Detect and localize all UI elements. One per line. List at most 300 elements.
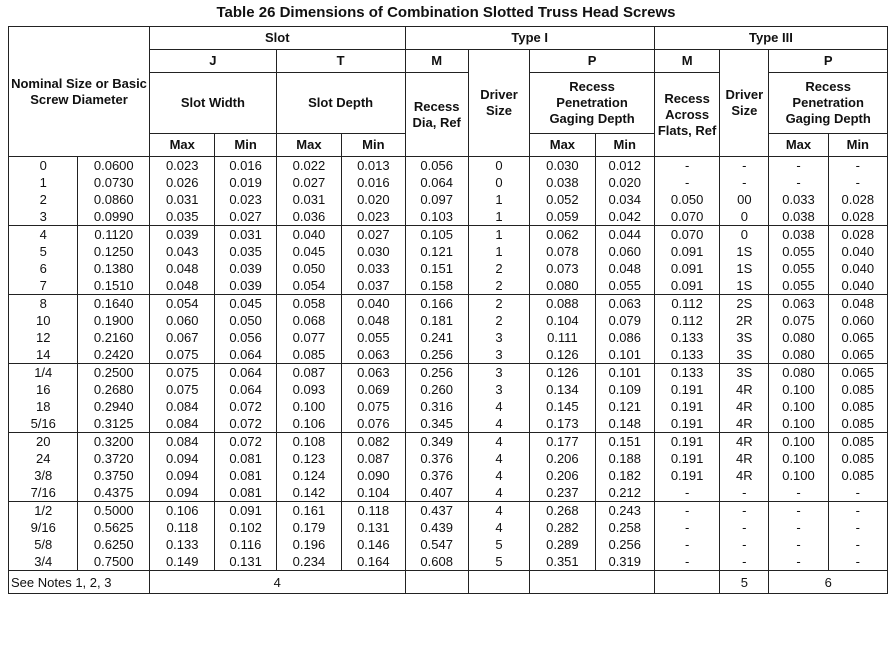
cell-value: 0.101 bbox=[608, 347, 642, 362]
header-p3-min: Min bbox=[828, 134, 887, 157]
cell-value: 0.055 bbox=[357, 330, 390, 345]
cell-value: 0.100 bbox=[782, 399, 815, 414]
table-cell-p3-max bbox=[769, 226, 828, 295]
cell-value: 0.316 bbox=[420, 399, 453, 414]
cell-value: 1 bbox=[495, 227, 503, 242]
cell-value: 0.608 bbox=[420, 554, 453, 569]
header-driver-size-type3: Driver Size bbox=[720, 50, 769, 157]
cell-value: 0.6250 bbox=[93, 537, 134, 552]
cell-value: 0.062 bbox=[546, 227, 579, 242]
cell-value: 0.064 bbox=[420, 175, 453, 190]
cell-value: 0.075 bbox=[165, 347, 199, 362]
cell-value: 0 bbox=[39, 158, 47, 173]
cell-value: 0.075 bbox=[782, 313, 815, 328]
cell-value: 0.237 bbox=[546, 485, 579, 500]
cell-value: 0.019 bbox=[229, 175, 262, 190]
cell-value: 0.016 bbox=[229, 158, 262, 173]
cell-value: - bbox=[742, 554, 747, 569]
cell-value: 0.040 bbox=[841, 278, 875, 293]
cell-value: 0.164 bbox=[357, 554, 390, 569]
table-cell-j-max bbox=[150, 226, 215, 295]
cell-value: 0.048 bbox=[841, 296, 875, 311]
cell-value: 0.133 bbox=[165, 537, 199, 552]
cell-value: 0.376 bbox=[420, 468, 453, 483]
cell-value: 0.060 bbox=[165, 313, 199, 328]
cell-value: - bbox=[742, 158, 747, 173]
cell-value: 0.045 bbox=[229, 296, 262, 311]
cell-value: - bbox=[684, 485, 690, 500]
table-cell-size bbox=[9, 364, 78, 433]
cell-value: 0.437 bbox=[420, 503, 453, 518]
cell-value: 0.0600 bbox=[93, 158, 134, 173]
cell-value: 0.7500 bbox=[93, 554, 134, 569]
header-p1-min: Min bbox=[595, 134, 654, 157]
cell-value: 0.191 bbox=[670, 399, 704, 414]
cell-value: 0.030 bbox=[357, 244, 390, 259]
cell-value: 0.256 bbox=[608, 537, 642, 552]
cell-value: 0.145 bbox=[546, 399, 579, 414]
cell-value: 0.040 bbox=[841, 244, 875, 259]
cell-value: 0.121 bbox=[608, 399, 642, 414]
table-cell-j-max bbox=[150, 364, 215, 433]
cell-value: 0.2160 bbox=[93, 330, 134, 345]
table-cell-m3 bbox=[654, 433, 719, 502]
cell-value: 0.094 bbox=[165, 451, 199, 466]
table-cell-drv3 bbox=[720, 157, 769, 226]
table-cell-p1-max bbox=[530, 502, 595, 571]
cell-value: 0.075 bbox=[165, 382, 199, 397]
cell-value: 0.027 bbox=[229, 209, 262, 224]
table-cell-p1-min bbox=[595, 157, 654, 226]
table-cell-drv3 bbox=[720, 226, 769, 295]
cell-value: 5/16 bbox=[30, 416, 56, 431]
cell-value: 0.037 bbox=[357, 278, 390, 293]
cell-value: 0.133 bbox=[670, 330, 704, 345]
cell-value: 0.050 bbox=[292, 261, 326, 276]
cell-value: 2S bbox=[736, 296, 753, 311]
header-t-min: Min bbox=[342, 134, 405, 157]
p1-note bbox=[530, 571, 655, 594]
cell-value: 0.191 bbox=[670, 382, 704, 397]
header-slot-width: Slot Width bbox=[150, 73, 277, 134]
table-cell-m1 bbox=[405, 226, 468, 295]
cell-value: 24 bbox=[36, 451, 51, 466]
header-t: T bbox=[276, 50, 405, 73]
cell-value: 0.035 bbox=[165, 209, 199, 224]
cell-value: 0.043 bbox=[165, 244, 199, 259]
cell-value: 1S bbox=[736, 244, 753, 259]
cell-value: 4 bbox=[495, 520, 503, 535]
cell-value: 0.059 bbox=[546, 209, 579, 224]
cell-value: 0.085 bbox=[292, 347, 326, 362]
table-cell-drv1 bbox=[468, 433, 529, 502]
cell-value: 0.097 bbox=[420, 192, 453, 207]
table-cell-p3-min bbox=[828, 157, 887, 226]
cell-value: 0.045 bbox=[292, 244, 326, 259]
table-cell-drv3 bbox=[720, 295, 769, 364]
cell-value: 0.063 bbox=[357, 365, 390, 380]
cell-value: - bbox=[742, 520, 747, 535]
cell-value: 2R bbox=[736, 313, 753, 328]
table-cell-dia bbox=[78, 502, 150, 571]
cell-value: 0.149 bbox=[165, 554, 199, 569]
cell-value: 0.055 bbox=[782, 261, 815, 276]
cell-value: 0.048 bbox=[165, 261, 199, 276]
cell-value: 0.040 bbox=[292, 227, 326, 242]
cell-value: 0.064 bbox=[229, 382, 262, 397]
cell-value: 0.064 bbox=[229, 347, 262, 362]
cell-value: 4 bbox=[495, 434, 503, 449]
cell-value: 0.349 bbox=[420, 434, 453, 449]
cell-value: 0.188 bbox=[608, 451, 642, 466]
cell-value: 4 bbox=[39, 227, 47, 242]
cell-value: 0.123 bbox=[292, 451, 326, 466]
cell-value: 0.016 bbox=[357, 175, 390, 190]
cell-value: 0.050 bbox=[670, 192, 704, 207]
table-cell-j-max bbox=[150, 433, 215, 502]
table-cell-j-min bbox=[215, 364, 276, 433]
cell-value: 0.100 bbox=[782, 382, 815, 397]
cell-value: 3 bbox=[495, 382, 503, 397]
cell-value: 0.0730 bbox=[93, 175, 134, 190]
cell-value: 0.091 bbox=[229, 503, 262, 518]
cell-value: 3S bbox=[736, 330, 753, 345]
cell-value: 0.106 bbox=[292, 416, 326, 431]
cell-value: 0.142 bbox=[292, 485, 326, 500]
cell-value: 0.439 bbox=[420, 520, 453, 535]
table-cell-p1-min bbox=[595, 226, 654, 295]
cell-value: 0.064 bbox=[229, 365, 262, 380]
cell-value: 5 bbox=[39, 244, 47, 259]
cell-value: 0.050 bbox=[229, 313, 262, 328]
cell-value: 0.3720 bbox=[93, 451, 134, 466]
cell-value: 0 bbox=[740, 227, 748, 242]
cell-value: 0.126 bbox=[546, 365, 579, 380]
cell-value: - bbox=[684, 537, 690, 552]
cell-value: 0.094 bbox=[165, 485, 199, 500]
cell-value: 1 bbox=[495, 209, 503, 224]
table-cell-size bbox=[9, 226, 78, 295]
cell-value: 0.013 bbox=[357, 158, 390, 173]
cell-value: 0.191 bbox=[670, 416, 704, 431]
cell-value: 0.040 bbox=[357, 296, 390, 311]
cell-value: 0.063 bbox=[608, 296, 642, 311]
notes-row bbox=[9, 571, 888, 594]
cell-value: 4R bbox=[736, 434, 753, 449]
cell-value: - bbox=[855, 503, 860, 518]
cell-value: 0.034 bbox=[608, 192, 642, 207]
cell-value: 0.351 bbox=[546, 554, 579, 569]
cell-value: 0.256 bbox=[420, 365, 453, 380]
cell-value: 5 bbox=[495, 537, 503, 552]
cell-value: 0.234 bbox=[292, 554, 326, 569]
cell-value: 0.065 bbox=[841, 347, 875, 362]
cell-value: - bbox=[684, 503, 690, 518]
cell-value: 0.0990 bbox=[93, 209, 134, 224]
cell-value: 0.028 bbox=[841, 227, 875, 242]
cell-value: 3 bbox=[495, 365, 503, 380]
table-cell-p1-min bbox=[595, 502, 654, 571]
cell-value: 0.027 bbox=[292, 175, 326, 190]
table-cell-p3-min bbox=[828, 364, 887, 433]
cell-value: 0.2420 bbox=[93, 347, 134, 362]
cell-value: 0.039 bbox=[229, 261, 262, 276]
header-p3-max: Max bbox=[769, 134, 828, 157]
cell-value: 0.012 bbox=[608, 158, 642, 173]
cell-value: 0.048 bbox=[357, 313, 390, 328]
cell-value: 0.100 bbox=[782, 434, 815, 449]
cell-value: 4 bbox=[495, 485, 503, 500]
m3-note bbox=[654, 571, 719, 594]
cell-value: 0.196 bbox=[292, 537, 326, 552]
cell-value: 4 bbox=[495, 451, 503, 466]
cell-value: 0.035 bbox=[229, 244, 262, 259]
cell-value: 1/2 bbox=[34, 503, 53, 518]
cell-value: 0.1250 bbox=[93, 244, 134, 259]
cell-value: 14 bbox=[36, 347, 51, 362]
cell-value: 0.055 bbox=[782, 244, 815, 259]
table-cell-p3-min bbox=[828, 502, 887, 571]
cell-value: 0.101 bbox=[608, 365, 642, 380]
cell-value: 0.063 bbox=[782, 296, 815, 311]
cell-value: 0.052 bbox=[546, 192, 579, 207]
cell-value: 1 bbox=[39, 175, 47, 190]
cell-value: 2 bbox=[495, 313, 503, 328]
header-type3: Type III bbox=[654, 27, 887, 50]
cell-value: 0.031 bbox=[165, 192, 199, 207]
table-body bbox=[9, 157, 888, 571]
cell-value: 0.081 bbox=[229, 468, 262, 483]
cell-value: 0.206 bbox=[546, 451, 579, 466]
table-cell-p1-max bbox=[530, 433, 595, 502]
slot-note: 4 bbox=[150, 571, 405, 594]
cell-value: 7 bbox=[39, 278, 47, 293]
cell-value: 3S bbox=[736, 365, 753, 380]
cell-value: 0.027 bbox=[357, 227, 390, 242]
cell-value: 0.268 bbox=[546, 503, 579, 518]
cell-value: 3/4 bbox=[34, 554, 53, 569]
header-j-max: Max bbox=[150, 134, 215, 157]
table-cell-p3-max bbox=[769, 157, 828, 226]
table-cell-m1 bbox=[405, 364, 468, 433]
cell-value: 0.212 bbox=[608, 485, 642, 500]
table-cell-m3 bbox=[654, 502, 719, 571]
cell-value: 0.020 bbox=[357, 192, 390, 207]
cell-value: 9/16 bbox=[30, 520, 56, 535]
cell-value: 3S bbox=[736, 347, 753, 362]
cell-value: 4 bbox=[495, 468, 503, 483]
table-cell-drv3 bbox=[720, 502, 769, 571]
cell-value: 0.023 bbox=[229, 192, 262, 207]
cell-value: 0.055 bbox=[608, 278, 642, 293]
cell-value: 0.091 bbox=[670, 261, 704, 276]
header-driver-size-type1: Driver Size bbox=[468, 50, 529, 157]
cell-value: 2 bbox=[39, 192, 47, 207]
p3-note: 6 bbox=[769, 571, 888, 594]
cell-value: - bbox=[796, 554, 801, 569]
cell-value: 0.243 bbox=[608, 503, 642, 518]
cell-value: 0.038 bbox=[546, 175, 579, 190]
header-m-type3: M bbox=[654, 50, 719, 73]
header-nominal: Nominal Size or Basic Screw Diameter bbox=[9, 27, 150, 157]
table-cell-t-max bbox=[276, 364, 341, 433]
table-cell-drv1 bbox=[468, 226, 529, 295]
cell-value: 0.133 bbox=[670, 365, 704, 380]
table-cell-drv1 bbox=[468, 502, 529, 571]
dimensions-table bbox=[8, 26, 888, 594]
cell-value: 0.065 bbox=[841, 330, 875, 345]
cell-value: 0.116 bbox=[229, 537, 262, 552]
header-slot-depth: Slot Depth bbox=[276, 73, 405, 134]
cell-value: 0.2500 bbox=[93, 365, 134, 380]
cell-value: 0.079 bbox=[608, 313, 642, 328]
header-p-type1: P bbox=[530, 50, 655, 73]
header-p-type3: P bbox=[769, 50, 888, 73]
cell-value: 0.081 bbox=[229, 485, 262, 500]
cell-value: - bbox=[796, 520, 801, 535]
cell-value: 0.080 bbox=[546, 278, 579, 293]
table-cell-t-min bbox=[342, 364, 405, 433]
cell-value: - bbox=[855, 554, 860, 569]
table-cell-t-min bbox=[342, 295, 405, 364]
cell-value: 4R bbox=[736, 451, 753, 466]
cell-value: 0.112 bbox=[671, 296, 703, 311]
cell-value: 0.023 bbox=[165, 158, 199, 173]
cell-value: 5/8 bbox=[34, 537, 53, 552]
table-cell-m3 bbox=[654, 226, 719, 295]
cell-value: 0.056 bbox=[229, 330, 262, 345]
cell-value: 0.039 bbox=[229, 278, 262, 293]
table-cell-p1-max bbox=[530, 226, 595, 295]
drv3-note: 5 bbox=[720, 571, 769, 594]
cell-value: 0.131 bbox=[229, 554, 262, 569]
cell-value: 0.033 bbox=[782, 192, 815, 207]
cell-value: 0.085 bbox=[841, 434, 875, 449]
cell-value: 0 bbox=[740, 209, 748, 224]
table-cell-t-max bbox=[276, 502, 341, 571]
cell-value: 00 bbox=[737, 192, 752, 207]
cell-value: 0.112 bbox=[671, 313, 703, 328]
cell-value: 0.030 bbox=[546, 158, 579, 173]
cell-value: 4R bbox=[736, 416, 753, 431]
cell-value: 0.161 bbox=[292, 503, 326, 518]
cell-value: 0.191 bbox=[670, 468, 704, 483]
table-row bbox=[9, 295, 888, 364]
cell-value: 0.072 bbox=[229, 416, 262, 431]
cell-value: 18 bbox=[36, 399, 51, 414]
cell-value: - bbox=[796, 485, 801, 500]
cell-value: - bbox=[855, 520, 860, 535]
cell-value: 0.028 bbox=[841, 192, 875, 207]
cell-value: 0.060 bbox=[608, 244, 642, 259]
cell-value: 1S bbox=[736, 278, 753, 293]
table-cell-j-max bbox=[150, 502, 215, 571]
table-cell-j-min bbox=[215, 157, 276, 226]
cell-value: 1 bbox=[495, 244, 503, 259]
cell-value: 0.1510 bbox=[93, 278, 134, 293]
header-j-min: Min bbox=[215, 134, 276, 157]
table-cell-drv3 bbox=[720, 433, 769, 502]
table-cell-p1-max bbox=[530, 295, 595, 364]
cell-value: 0.173 bbox=[546, 416, 579, 431]
cell-value: 0.067 bbox=[165, 330, 199, 345]
cell-value: 8 bbox=[39, 296, 47, 311]
cell-value: 0.078 bbox=[546, 244, 579, 259]
cell-value: 0.102 bbox=[229, 520, 262, 535]
cell-value: 0.060 bbox=[841, 313, 875, 328]
cell-value: 0.103 bbox=[420, 209, 453, 224]
cell-value: 0.100 bbox=[782, 451, 815, 466]
cell-value: 0.289 bbox=[546, 537, 579, 552]
cell-value: - bbox=[855, 175, 860, 190]
cell-value: 0.048 bbox=[165, 278, 199, 293]
header-p1-max: Max bbox=[530, 134, 595, 157]
cell-value: 0.182 bbox=[608, 468, 642, 483]
cell-value: - bbox=[684, 158, 690, 173]
cell-value: 0.121 bbox=[420, 244, 453, 259]
cell-value: 0.076 bbox=[357, 416, 390, 431]
cell-value: 0.080 bbox=[782, 330, 815, 345]
table-row bbox=[9, 226, 888, 295]
table-cell-p1-min bbox=[595, 364, 654, 433]
cell-value: 0.085 bbox=[841, 416, 875, 431]
cell-value: 0.036 bbox=[292, 209, 326, 224]
cell-value: 0.086 bbox=[608, 330, 642, 345]
cell-value: 0.038 bbox=[782, 209, 815, 224]
table-cell-m1 bbox=[405, 295, 468, 364]
table-cell-size bbox=[9, 502, 78, 571]
cell-value: 0.1380 bbox=[93, 261, 134, 276]
cell-value: 0.100 bbox=[782, 468, 815, 483]
cell-value: 0.031 bbox=[229, 227, 262, 242]
cell-value: 0.206 bbox=[546, 468, 579, 483]
cell-value: 0.181 bbox=[420, 313, 453, 328]
cell-value: 10 bbox=[36, 313, 51, 328]
cell-value: 0.091 bbox=[670, 244, 704, 259]
cell-value: 0.042 bbox=[608, 209, 642, 224]
cell-value: 0.105 bbox=[420, 227, 453, 242]
table-cell-p3-max bbox=[769, 364, 828, 433]
cell-value: 0.191 bbox=[670, 434, 704, 449]
cell-value: 0.082 bbox=[357, 434, 390, 449]
cell-value: 0.109 bbox=[608, 382, 642, 397]
cell-value: 0.068 bbox=[292, 313, 326, 328]
cell-value: 0.085 bbox=[841, 399, 875, 414]
cell-value: 0.126 bbox=[546, 347, 579, 362]
cell-value: 0.020 bbox=[608, 175, 642, 190]
m1-note bbox=[405, 571, 468, 594]
cell-value: 0.055 bbox=[782, 278, 815, 293]
cell-value: 0.039 bbox=[165, 227, 199, 242]
cell-value: 4R bbox=[736, 382, 753, 397]
cell-value: 0.151 bbox=[420, 261, 453, 276]
table-cell-p1-min bbox=[595, 433, 654, 502]
header-recess-pen-type3: Recess Penetration Gaging Depth bbox=[769, 73, 888, 134]
table-cell-m1 bbox=[405, 502, 468, 571]
cell-value: 0.031 bbox=[292, 192, 326, 207]
cell-value: 0.106 bbox=[165, 503, 199, 518]
cell-value: 0.075 bbox=[165, 365, 199, 380]
cell-value: 0.282 bbox=[546, 520, 579, 535]
cell-value: 0.166 bbox=[420, 296, 453, 311]
cell-value: 16 bbox=[36, 382, 51, 397]
cell-value: 0.040 bbox=[841, 261, 875, 276]
cell-value: 4 bbox=[495, 503, 503, 518]
cell-value: 0.054 bbox=[165, 296, 199, 311]
table-cell-t-max bbox=[276, 433, 341, 502]
cell-value: 0.100 bbox=[292, 399, 326, 414]
table-cell-dia bbox=[78, 157, 150, 226]
